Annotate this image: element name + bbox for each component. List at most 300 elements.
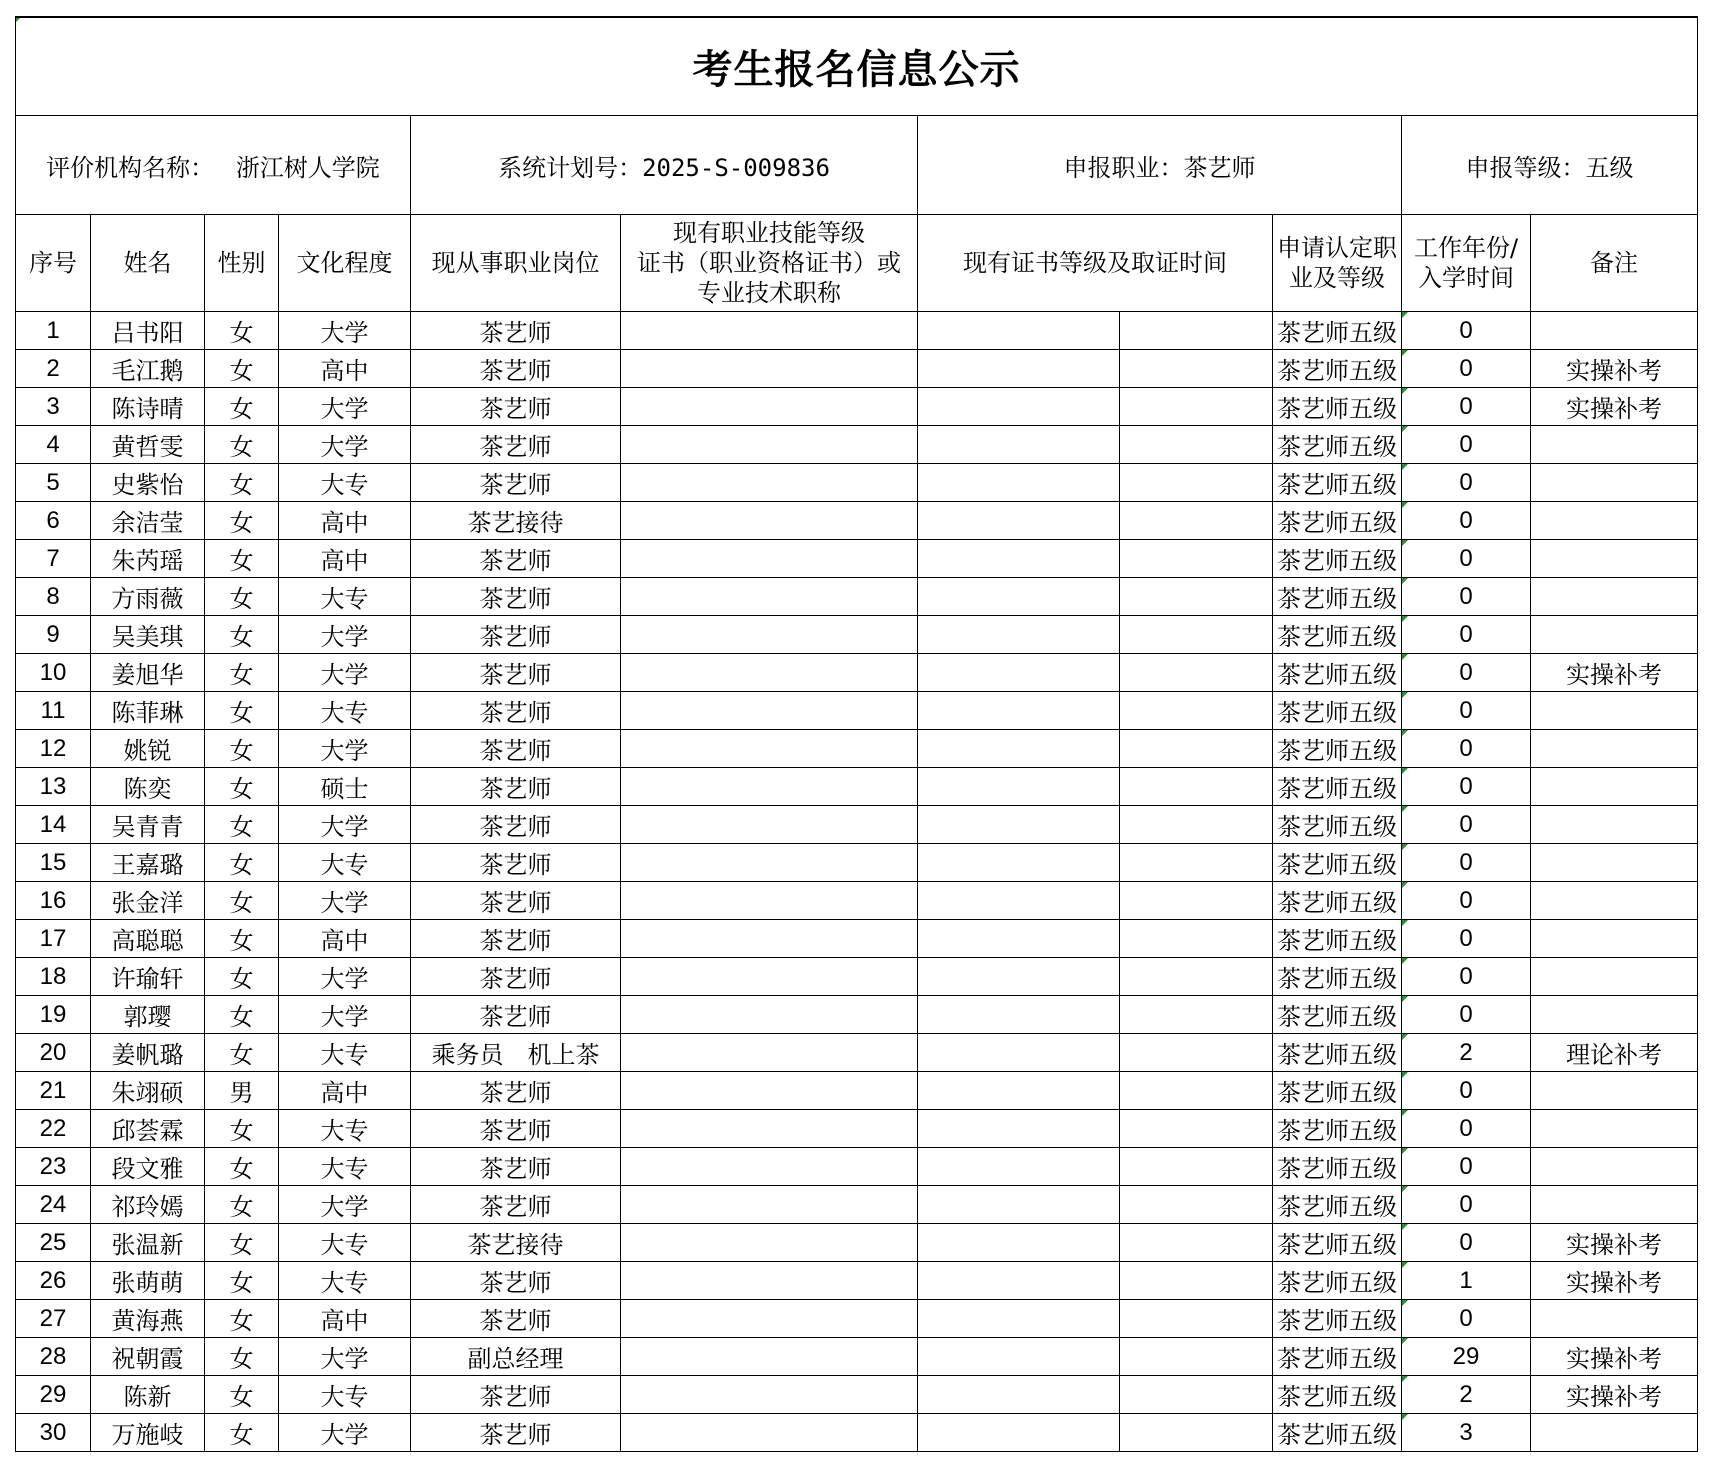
cell-certificate	[621, 1072, 918, 1110]
cell-cert-time	[1120, 464, 1273, 502]
cell-seq: 30	[16, 1414, 91, 1452]
cell-gender: 女	[205, 730, 279, 768]
header-gender: 性别	[205, 215, 279, 312]
cell-name: 陈诗晴	[91, 388, 205, 426]
cell-name: 黄海燕	[91, 1300, 205, 1338]
cell-position: 茶艺师	[411, 806, 621, 844]
cell-remark	[1531, 1072, 1698, 1110]
cell-gender: 女	[205, 1338, 279, 1376]
cell-years: 0	[1402, 692, 1531, 730]
table-row	[16, 388, 1698, 426]
cell-name: 姜旭华	[91, 654, 205, 692]
org-value: 浙江树人学院	[235, 153, 380, 182]
cell-years: 0	[1402, 1224, 1531, 1262]
cell-name: 吕书阳	[91, 312, 205, 350]
cell-remark	[1531, 958, 1698, 996]
cell-seq: 2	[16, 350, 91, 388]
cell-cert-level	[918, 996, 1120, 1034]
cell-cert-time	[1120, 540, 1273, 578]
cell-remark: 理论补考	[1531, 1034, 1698, 1072]
level-info	[1402, 116, 1698, 215]
cell-name: 姚锐	[91, 730, 205, 768]
cell-name: 祝朝霞	[91, 1338, 205, 1376]
cell-remark	[1531, 502, 1698, 540]
cell-cert-level	[918, 920, 1120, 958]
cell-position: 茶艺师	[411, 958, 621, 996]
table-row	[16, 692, 1698, 730]
level-value: 五级	[1585, 153, 1634, 182]
cell-gender: 男	[205, 1072, 279, 1110]
cell-cert-level	[918, 464, 1120, 502]
cell-gender: 女	[205, 768, 279, 806]
cell-certificate	[621, 540, 918, 578]
cell-cert-time	[1120, 1262, 1273, 1300]
cell-remark	[1531, 540, 1698, 578]
cell-cert-level	[918, 768, 1120, 806]
cell-gender: 女	[205, 540, 279, 578]
cell-seq: 27	[16, 1300, 91, 1338]
cell-remark	[1531, 730, 1698, 768]
cell-gender: 女	[205, 1148, 279, 1186]
cell-seq: 28	[16, 1338, 91, 1376]
cell-cert-time	[1120, 578, 1273, 616]
cell-years: 0	[1402, 920, 1531, 958]
cell-apply-level: 茶艺师五级	[1273, 730, 1402, 768]
cell-position: 茶艺师	[411, 882, 621, 920]
cell-apply-level: 茶艺师五级	[1273, 806, 1402, 844]
cell-cert-time	[1120, 502, 1273, 540]
table-row	[16, 1186, 1698, 1224]
cell-cert-time	[1120, 350, 1273, 388]
cell-name: 邱荟霖	[91, 1110, 205, 1148]
cell-years: 0	[1402, 996, 1531, 1034]
cell-cert-time	[1120, 1186, 1273, 1224]
cell-cert-time	[1120, 958, 1273, 996]
header-apply-line2: 业及等级	[1289, 264, 1385, 292]
cell-position: 茶艺师	[411, 996, 621, 1034]
header-cert-line3: 专业技术职称	[697, 279, 841, 307]
cell-gender: 女	[205, 464, 279, 502]
cell-cert-time	[1120, 920, 1273, 958]
cell-remark	[1531, 578, 1698, 616]
header-cert-line1: 现有职业技能等级	[673, 219, 865, 247]
table-row	[16, 1072, 1698, 1110]
cell-apply-level: 茶艺师五级	[1273, 1034, 1402, 1072]
cell-remark	[1531, 1186, 1698, 1224]
cell-name: 段文雅	[91, 1148, 205, 1186]
cell-name: 张温新	[91, 1224, 205, 1262]
cell-years: 0	[1402, 578, 1531, 616]
cell-position: 茶艺师	[411, 654, 621, 692]
table-row	[16, 844, 1698, 882]
cell-remark	[1531, 426, 1698, 464]
cell-apply-level: 茶艺师五级	[1273, 540, 1402, 578]
cell-apply-level: 茶艺师五级	[1273, 920, 1402, 958]
table-row	[16, 1300, 1698, 1338]
cell-education: 大学	[279, 806, 411, 844]
cell-cert-level	[918, 654, 1120, 692]
cell-position: 茶艺师	[411, 426, 621, 464]
cell-gender: 女	[205, 426, 279, 464]
cell-certificate	[621, 616, 918, 654]
cell-seq: 9	[16, 616, 91, 654]
cell-name: 吴美琪	[91, 616, 205, 654]
table-row	[16, 806, 1698, 844]
cell-years: 0	[1402, 1072, 1531, 1110]
cell-education: 高中	[279, 502, 411, 540]
cell-name: 黄哲雯	[91, 426, 205, 464]
cell-apply-level: 茶艺师五级	[1273, 844, 1402, 882]
cell-years: 0	[1402, 502, 1531, 540]
cell-certificate	[621, 806, 918, 844]
cell-apply-level: 茶艺师五级	[1273, 388, 1402, 426]
cell-name: 陈奕	[91, 768, 205, 806]
cell-position: 茶艺师	[411, 1376, 621, 1414]
cell-name: 余洁莹	[91, 502, 205, 540]
table-row	[16, 1338, 1698, 1376]
cell-certificate	[621, 844, 918, 882]
cell-years: 0	[1402, 540, 1531, 578]
cell-education: 大学	[279, 388, 411, 426]
table-row	[16, 730, 1698, 768]
header-apply-line1: 申请认定职	[1277, 234, 1397, 262]
level-label: 申报等级：	[1465, 153, 1586, 182]
cell-education: 高中	[279, 350, 411, 388]
cell-education: 大学	[279, 312, 411, 350]
table-row	[16, 1034, 1698, 1072]
plan-info	[411, 116, 918, 215]
cell-remark: 实操补考	[1531, 1376, 1698, 1414]
cell-seq: 4	[16, 426, 91, 464]
cell-cert-level	[918, 1338, 1120, 1376]
table-row	[16, 654, 1698, 692]
cell-education: 大专	[279, 1376, 411, 1414]
cell-years: 0	[1402, 730, 1531, 768]
cell-gender: 女	[205, 350, 279, 388]
plan-value: 2025-S-009836	[642, 153, 830, 182]
cell-education: 大学	[279, 1414, 411, 1452]
cell-education: 大学	[279, 996, 411, 1034]
cell-gender: 女	[205, 1186, 279, 1224]
cell-apply-level: 茶艺师五级	[1273, 958, 1402, 996]
cell-name: 吴青青	[91, 806, 205, 844]
header-name: 姓名	[91, 215, 205, 312]
cell-gender: 女	[205, 882, 279, 920]
cell-name: 史紫怡	[91, 464, 205, 502]
cell-seq: 7	[16, 540, 91, 578]
cell-cert-level	[918, 312, 1120, 350]
cell-certificate	[621, 350, 918, 388]
occupation-info	[918, 116, 1402, 215]
cell-years: 0	[1402, 616, 1531, 654]
cell-name: 姜帆璐	[91, 1034, 205, 1072]
cell-name: 张萌萌	[91, 1262, 205, 1300]
cell-cert-level	[918, 1262, 1120, 1300]
cell-name: 万施岐	[91, 1414, 205, 1452]
cell-seq: 21	[16, 1072, 91, 1110]
cell-apply-level: 茶艺师五级	[1273, 464, 1402, 502]
cell-certificate	[621, 692, 918, 730]
cell-seq: 17	[16, 920, 91, 958]
cell-cert-level	[918, 388, 1120, 426]
cell-remark	[1531, 806, 1698, 844]
cell-cert-time	[1120, 1224, 1273, 1262]
table-row	[16, 1110, 1698, 1148]
cell-position: 茶艺师	[411, 1110, 621, 1148]
table-row	[16, 920, 1698, 958]
cell-certificate	[621, 1224, 918, 1262]
cell-seq: 14	[16, 806, 91, 844]
cell-cert-time	[1120, 1148, 1273, 1186]
cell-remark	[1531, 920, 1698, 958]
table-row	[16, 1376, 1698, 1414]
table-row	[16, 1224, 1698, 1262]
cell-seq: 3	[16, 388, 91, 426]
cell-apply-level: 茶艺师五级	[1273, 1338, 1402, 1376]
cell-apply-level: 茶艺师五级	[1273, 1224, 1402, 1262]
cell-remark	[1531, 844, 1698, 882]
cell-cert-level	[918, 1072, 1120, 1110]
cell-seq: 18	[16, 958, 91, 996]
cell-certificate	[621, 730, 918, 768]
cell-years: 0	[1402, 426, 1531, 464]
cell-name: 朱翊硕	[91, 1072, 205, 1110]
cell-seq: 12	[16, 730, 91, 768]
header-position: 现从事职业岗位	[411, 215, 621, 312]
cell-certificate	[621, 1338, 918, 1376]
cell-remark	[1531, 464, 1698, 502]
cell-certificate	[621, 1110, 918, 1148]
cell-certificate	[621, 768, 918, 806]
cell-years: 0	[1402, 1300, 1531, 1338]
cell-education: 大专	[279, 692, 411, 730]
cell-certificate	[621, 1186, 918, 1224]
cell-position: 茶艺师	[411, 1262, 621, 1300]
cell-seq: 16	[16, 882, 91, 920]
cell-cert-level	[918, 1300, 1120, 1338]
cell-seq: 29	[16, 1376, 91, 1414]
cell-cert-level	[918, 882, 1120, 920]
cell-gender: 女	[205, 502, 279, 540]
cell-years: 0	[1402, 806, 1531, 844]
cell-apply-level: 茶艺师五级	[1273, 996, 1402, 1034]
header-seq: 序号	[16, 215, 91, 312]
cell-position: 茶艺师	[411, 1072, 621, 1110]
cell-education: 大专	[279, 1148, 411, 1186]
cell-seq: 11	[16, 692, 91, 730]
header-apply-level	[1273, 215, 1402, 312]
cell-apply-level: 茶艺师五级	[1273, 1300, 1402, 1338]
cell-gender: 女	[205, 1300, 279, 1338]
table-row	[16, 464, 1698, 502]
table-row	[16, 882, 1698, 920]
cell-apply-level: 茶艺师五级	[1273, 502, 1402, 540]
cell-seq: 19	[16, 996, 91, 1034]
cell-apply-level: 茶艺师五级	[1273, 426, 1402, 464]
cell-education: 大学	[279, 654, 411, 692]
cell-remark	[1531, 882, 1698, 920]
cell-cert-level	[918, 1376, 1120, 1414]
cell-cert-time	[1120, 692, 1273, 730]
occupation-label: 申报职业：	[1063, 153, 1184, 182]
cell-years: 0	[1402, 464, 1531, 502]
cell-seq: 15	[16, 844, 91, 882]
cell-position: 茶艺师	[411, 1414, 621, 1452]
cell-years: 0	[1402, 768, 1531, 806]
cell-cert-time	[1120, 730, 1273, 768]
cell-name: 许瑜轩	[91, 958, 205, 996]
registration-table	[15, 16, 1698, 1452]
cell-apply-level: 茶艺师五级	[1273, 578, 1402, 616]
cell-cert-level	[918, 1034, 1120, 1072]
header-years-line1: 工作年份/	[1413, 234, 1519, 262]
cell-apply-level: 茶艺师五级	[1273, 1148, 1402, 1186]
cell-education: 大学	[279, 730, 411, 768]
cell-cert-level	[918, 844, 1120, 882]
table-row	[16, 958, 1698, 996]
cell-cert-level	[918, 692, 1120, 730]
table-row	[16, 426, 1698, 464]
cell-certificate	[621, 882, 918, 920]
cell-years: 0	[1402, 312, 1531, 350]
cell-remark	[1531, 1414, 1698, 1452]
header-years	[1402, 215, 1531, 312]
cell-cert-level	[918, 1148, 1120, 1186]
cell-gender: 女	[205, 996, 279, 1034]
cell-education: 大学	[279, 1186, 411, 1224]
cell-cert-time	[1120, 996, 1273, 1034]
cell-position: 茶艺师	[411, 464, 621, 502]
cell-cert-level	[918, 1414, 1120, 1452]
cell-years: 0	[1402, 1186, 1531, 1224]
cell-education: 大学	[279, 1338, 411, 1376]
cell-name: 方雨薇	[91, 578, 205, 616]
cell-years: 0	[1402, 844, 1531, 882]
cell-seq: 22	[16, 1110, 91, 1148]
cell-apply-level: 茶艺师五级	[1273, 1262, 1402, 1300]
cell-certificate	[621, 996, 918, 1034]
cell-cert-level	[918, 1110, 1120, 1148]
cell-gender: 女	[205, 844, 279, 882]
cell-name: 高聪聪	[91, 920, 205, 958]
cell-years: 0	[1402, 1148, 1531, 1186]
cell-remark	[1531, 1300, 1698, 1338]
cell-seq: 20	[16, 1034, 91, 1072]
cell-remark: 实操补考	[1531, 388, 1698, 426]
cell-name: 张金洋	[91, 882, 205, 920]
cell-years: 2	[1402, 1034, 1531, 1072]
cell-remark: 实操补考	[1531, 1224, 1698, 1262]
cell-cert-level	[918, 1224, 1120, 1262]
cell-position: 乘务员 机上茶	[411, 1034, 621, 1072]
cell-position: 茶艺师	[411, 540, 621, 578]
cell-certificate	[621, 654, 918, 692]
cell-remark	[1531, 312, 1698, 350]
cell-cert-level	[918, 958, 1120, 996]
cell-education: 大学	[279, 616, 411, 654]
cell-education: 大学	[279, 882, 411, 920]
cell-seq: 25	[16, 1224, 91, 1262]
cell-cert-time	[1120, 1338, 1273, 1376]
cell-cert-time	[1120, 806, 1273, 844]
cell-remark	[1531, 1110, 1698, 1148]
cell-seq: 6	[16, 502, 91, 540]
cell-cert-level	[918, 350, 1120, 388]
cell-gender: 女	[205, 1224, 279, 1262]
cell-certificate	[621, 312, 918, 350]
cell-remark	[1531, 616, 1698, 654]
cell-apply-level: 茶艺师五级	[1273, 882, 1402, 920]
org-info	[16, 116, 411, 215]
cell-gender: 女	[205, 958, 279, 996]
table-row	[16, 578, 1698, 616]
table-row	[16, 540, 1698, 578]
cell-certificate	[621, 578, 918, 616]
cell-name: 祁玲嫣	[91, 1186, 205, 1224]
cell-apply-level: 茶艺师五级	[1273, 616, 1402, 654]
cell-position: 茶艺师	[411, 350, 621, 388]
cell-seq: 10	[16, 654, 91, 692]
cell-position: 茶艺师	[411, 1186, 621, 1224]
cell-years: 29	[1402, 1338, 1531, 1376]
table-row	[16, 350, 1698, 388]
cell-apply-level: 茶艺师五级	[1273, 1186, 1402, 1224]
header-certificate	[621, 215, 918, 312]
cell-position: 茶艺师	[411, 1300, 621, 1338]
cell-gender: 女	[205, 1034, 279, 1072]
cell-remark	[1531, 996, 1698, 1034]
cell-certificate	[621, 1262, 918, 1300]
cell-cert-time	[1120, 616, 1273, 654]
cell-cert-level	[918, 426, 1120, 464]
cell-seq: 5	[16, 464, 91, 502]
cell-education: 高中	[279, 920, 411, 958]
cell-position: 茶艺接待	[411, 502, 621, 540]
cell-years: 0	[1402, 882, 1531, 920]
cell-years: 2	[1402, 1376, 1531, 1414]
cell-certificate	[621, 426, 918, 464]
cell-cert-time	[1120, 426, 1273, 464]
cell-education: 大专	[279, 1224, 411, 1262]
cell-gender: 女	[205, 578, 279, 616]
cell-name: 郭璎	[91, 996, 205, 1034]
cell-cert-time	[1120, 768, 1273, 806]
cell-years: 0	[1402, 350, 1531, 388]
cell-remark: 实操补考	[1531, 1262, 1698, 1300]
cell-certificate	[621, 1034, 918, 1072]
cell-cert-time	[1120, 1110, 1273, 1148]
cell-education: 高中	[279, 1072, 411, 1110]
plan-label: 系统计划号：	[498, 153, 643, 182]
cell-gender: 女	[205, 616, 279, 654]
cell-apply-level: 茶艺师五级	[1273, 692, 1402, 730]
header-cert-line2: 证书（职业资格证书）或	[637, 249, 901, 277]
cell-cert-time	[1120, 1300, 1273, 1338]
cell-position: 茶艺师	[411, 1148, 621, 1186]
cell-name: 朱芮瑶	[91, 540, 205, 578]
cell-apply-level: 茶艺师五级	[1273, 1072, 1402, 1110]
cell-cert-level	[918, 1186, 1120, 1224]
cell-years: 0	[1402, 654, 1531, 692]
table-row	[16, 1148, 1698, 1186]
header-row	[16, 215, 1698, 312]
cell-education: 大专	[279, 1034, 411, 1072]
cell-apply-level: 茶艺师五级	[1273, 1414, 1402, 1452]
cell-education: 高中	[279, 1300, 411, 1338]
cell-cert-time	[1120, 1034, 1273, 1072]
cell-apply-level: 茶艺师五级	[1273, 654, 1402, 692]
cell-gender: 女	[205, 1376, 279, 1414]
